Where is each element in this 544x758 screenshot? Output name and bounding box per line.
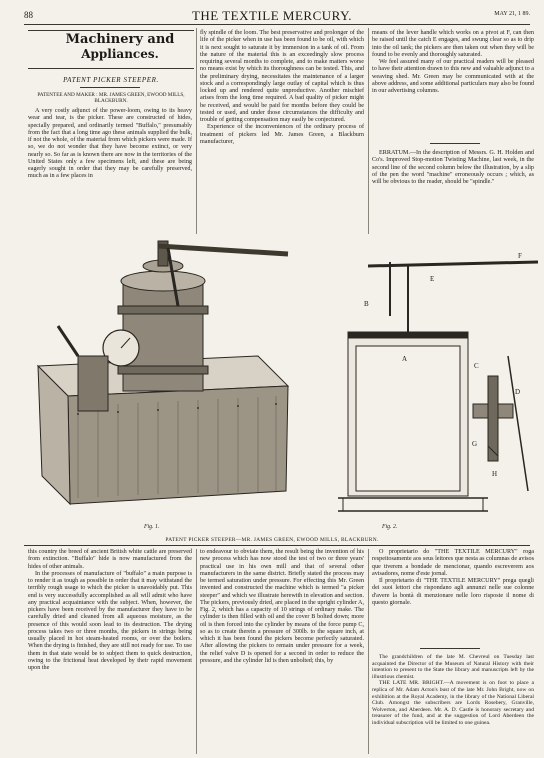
figure-area (18, 236, 538, 536)
fig1-label: Fig. 1. (144, 524, 160, 530)
figure-caption: PATENT PICKER STEEPER—MR. JAMES GREEN, EWOOD MILLS, BLACKBURN. (165, 537, 379, 543)
fig-letter: D (515, 388, 521, 396)
fig-letter: H (492, 470, 498, 478)
column-divider (368, 549, 369, 754)
article-paragraph: In the processes of manufacture of "buffalo" a main purpose is to render it as tough as possible in order that it may withstand the terribly rough usage to which the picker is unavoidably put. This end is very successfully accomplished as all will admit who have any practical acquaintance with the subject. When, however, the pickers have been received by the manufacturer they have to be carefully dried and cleaned from all aqueous moisture, as the presence of this would soon lead to its destruction. The drying process takes two or three months, the pickers in strings being usually placed in hot steam-heated rooms, or over the boilers. When the drying is finished, they are still not ready for use. To use them in that state would be to subject them to quick destruction, owing to the frictional heat developed by their rapid movement upon the (28, 570, 192, 671)
article-paragraph: means of the lever handle which works on a pivot at F, can then be raised until the catch E engages, and swung clear so as to drip into the oil tank; the pickers are then taken out when they will be found to be evenly and thoroughly saturated. (372, 30, 534, 58)
erratum-text: —In the description of Messrs. G. H. Holden and Co's. Improved Stop-motion Twisting Machine, last week, in the second line of the second column below the illustration, by a slip of the pen the word "machine" erroneously occurs ; which, as will be obvious to the reader, should be "spindle." (372, 150, 534, 185)
newspaper-page (10, 4, 534, 754)
fig2-label: Fig. 2. (382, 524, 398, 530)
column-divider (196, 549, 197, 754)
fig-letter: F (518, 252, 522, 260)
short-rule (430, 143, 480, 144)
news-paragraph: THE LATE MR. BRIGHT.—A movement is on foot to place a replica of Mr. Adam Acton's bust of the late Mr. John Bright, now on exhibition at the Royal Academy, in the library of the National Liberal Club. Amongst the subscribers are Lords Rosebery, Granville, Wolverton, and Aberdeen. Mr. A. D. Castle is honorary secretary and treasurer of the fund, and at the suggestion of Lord Aberdeen the individual subscription will be limited to one guinea. (372, 680, 534, 726)
fig-letter: C (474, 362, 479, 370)
fig-letter: G (472, 440, 478, 448)
article-title: PATENT PICKER STEEPER. (63, 76, 159, 84)
fig-letter: A (402, 355, 408, 363)
column-divider (368, 28, 369, 234)
article-column-1 (28, 108, 192, 181)
news-briefs (372, 654, 534, 727)
fig-letter: E (430, 275, 435, 283)
article-paragraph: this country the breed of ancient British white cattle are preserved from extinction. "Buffalo" hide is now manufactured from the hides of other animals. (28, 549, 192, 570)
notice-italian: Il proprietario di "THE TEXTILE MERCURY" prega quegli dei suoi lettori che rispondano agli annunzi nelle sue colonne d'avere la bontà di menzionare nelle loro risposte il nome di questo giornale. (372, 578, 534, 606)
article-paragraph: We feel assured many of our practical readers will be pleased to have their attention drawn to this new and valuable adjunct to a weaving shed. Mr. Green may be communicated with at the above address, and some additional particulars may also be found in our advertising columns. (372, 59, 534, 94)
title-rule (80, 87, 140, 88)
fig2-section-drawing (338, 252, 538, 511)
notice-portuguese: O proprietario do "THE TEXTILE MERCURY" roga respeitosamente aos seus leitores que nesta as columnas de avisos que tiverem a bondade de mencionar, quando escreverem aos avisadores, nome d'este jornal. (372, 549, 534, 577)
erratum-notice (372, 150, 534, 186)
section-bottom-rule (28, 68, 194, 69)
article-paragraph: A very costly adjunct of the power-loom, owing to its heavy wear and tear, is the picker. These are constructed of hides, specially prepared, and ordinarily termed "Buffalo," presumably from the fact that a long time ago these animals supplied the bulk, if not the whole, of the material from which pickers were made. If so, we do not wonder that they have become extinct, or very nearly so. So far as is known there are now in the territories of the United States only a few specimens left, and these are being eagerly sought in order that they may be carefully preserved, much as in a few places in (28, 108, 192, 180)
fig1-machine-drawing (38, 241, 288, 504)
article-column-2 (200, 30, 364, 146)
masthead-title: THE TEXTILE MERCURY. (191, 8, 353, 23)
news-paragraph: The grandchildren of the late M. Chevreul on Tuesday last acquainted the Director of the Museum of Natural History with their intention to present to the State the library and manuscripts left by the illustrious chemist. (372, 654, 534, 680)
article-column-3 (372, 30, 534, 95)
section-heading-line2: Appliances. (81, 47, 159, 61)
article-paragraph: to endeavour to obviate them, the result being the invention of his new process which has now stood the test of two or three years' practical use in his own mill and that of several other manufacturers in the same district. Briefly stated the process may be termed saturation under pressure. For effecting this Mr. Green invented and constructed the machine which is termed "a picker steeper" and which we illustrate herewith in elevation and section. The pickers, previously dried, are placed in the upright cylinder A, Fig. 2, which has a capacity of 10 strings of ordinary make. The cylinder is then filled with oil and the cover B bolted down; more oil is then forced into the cylinder by means of the force pump C, so as to create therein a pressure of 300lb. to the square inch, at which it has been found the pickers become perfectly saturated. After allowing the pickers to remain under pressure for a week, the relief valve D is opened for a second in order to reduce the pressure, and the cylinder lid is then unbolted; this, by (200, 549, 364, 664)
picker-steeper-illustration (18, 236, 538, 536)
article-patentee: PATENTEE AND MAKER : MR. JAMES GREEN, EWOOD MILLS, BLACKBURN. (37, 92, 185, 104)
lower-column-1 (28, 549, 192, 672)
section-heading (50, 32, 190, 61)
column-divider (196, 28, 197, 234)
lower-column-2 (200, 549, 364, 665)
page-number: 88 (24, 10, 33, 20)
page-header (10, 4, 534, 24)
caption-rule (24, 545, 530, 546)
fig-letter: B (364, 300, 369, 308)
short-rule (420, 648, 480, 649)
section-top-rule (28, 30, 194, 31)
article-paragraph: Experience of the inconveniences of the ordinary process of treatment of pickers led Mr. James Green, a Blackburn manufacturer, (200, 124, 364, 145)
section-heading-line1: Machinery and (65, 32, 175, 47)
article-paragraph: fly spindle of the loom. The best preservative and prolonger of the life of the picker when in use has been found to be oil, with which it is next sought to saturate it by immersion in a tank of oil. From the nature of the material this is an exceedingly slow process requiring several months to complete, and to make matters worse no means exist by which its thoroughness can be tested. This, and the preliminary drying, necessitates the maintenance of a larger stock and a correspondingly large outlay of capital which is thus locked up and rendered quite unproductive. Another mischief arises from the long time required. A bad quality of picker might be received, and would be paid for months before they could be tested or used, and under those circumstances the difficulty and trouble of getting compensation may easily be conjectured. (200, 30, 364, 123)
issue-date: MAY 21, 1 89. (494, 11, 530, 17)
lower-column-3 (372, 549, 534, 607)
erratum-label: ERRATUM. (379, 150, 410, 156)
header-rule (24, 24, 530, 25)
